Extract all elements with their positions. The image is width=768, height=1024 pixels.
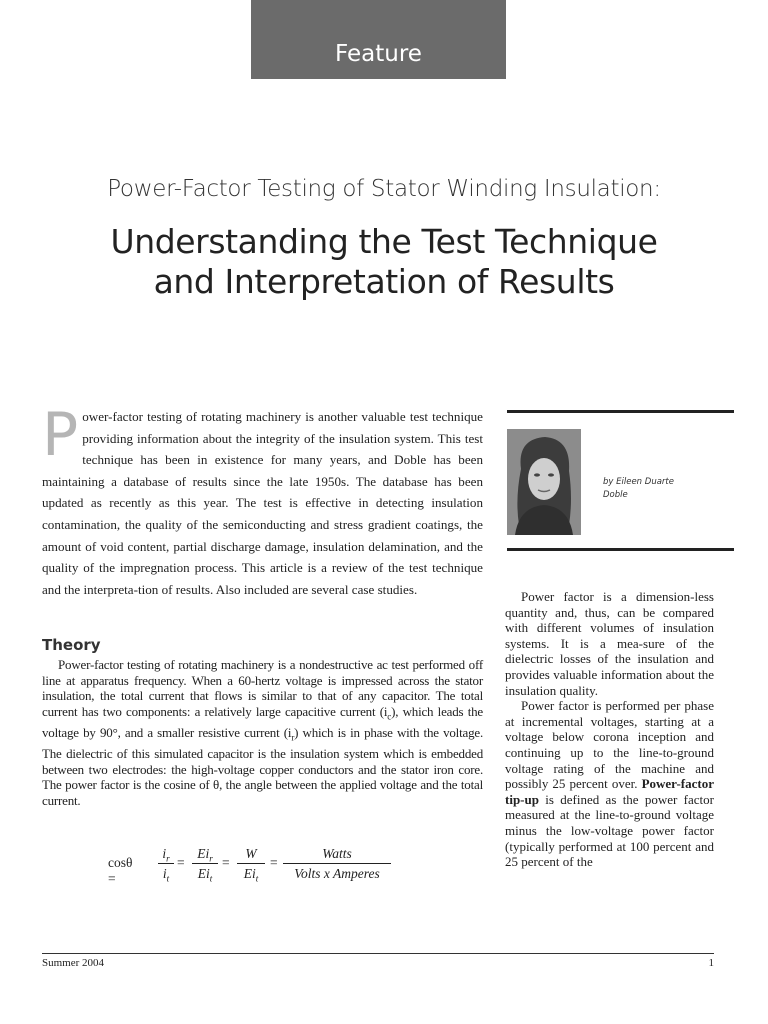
intro-text: ower-factor testing of rotating machinery is another valuable test technique providing information about the integrity of the insulation system. This test technique has been in existence for many years, and Doble has been maintaining a database of results since the late 1950s. The database has been updated as recently as this year. The test is effective in detecting insulation contamination, the quality of the semiconducting and stress gradient coatings, the amount of void content, partial discharge damage, insulation delamination, and the quality of the impregnation process. This article is a review of the test technique and the interpreta-tion of results. Also included are several case studies. <box>42 409 483 597</box>
theory-text-3: ) which is in phase with the voltage. The dielectric of this simulated capacitor is the insulation system which is embedded between two electrodes: the high-voltage copper conductors and the stator iron core. The power factor is the cosine of θ, the angle between the applied voltage and the total current. <box>42 724 483 808</box>
formula-equals-2: = <box>222 855 230 870</box>
theory-heading: Theory <box>42 636 101 654</box>
author-photo <box>507 429 581 535</box>
page-number: 1 <box>708 957 714 969</box>
right-column <box>505 589 714 870</box>
feature-banner <box>251 0 506 79</box>
author-box-top-rule <box>507 410 734 413</box>
fraction-1: $\frac{i_r}{i_t}$ <box>158 845 174 882</box>
formula-equals-1: = <box>177 855 185 870</box>
formula-lhs: cosθ = <box>108 855 133 886</box>
capacitive-current-symbol: $i_c$ <box>383 703 392 722</box>
fraction-3: W $Ei_t$ <box>237 845 265 882</box>
author-org: Doble <box>603 490 628 500</box>
tip-up-term: Power-factor tip-up <box>505 776 714 807</box>
resistive-current-symbol: $i_r$ <box>287 724 295 743</box>
article-subtitle: Power-Factor Testing of Stator Winding Insulation: <box>107 176 661 202</box>
title-line-2: and Interpretation of Results <box>153 262 615 301</box>
theory-paragraph <box>42 657 483 809</box>
theory-text-1: Power-factor testing of rotating machinery is a nondestructive ac test performed off line at apparatus frequency. When a 60-hertz voltage is impressed across the stator insulation, the total current that flows is similar to that of any capacitor. The total current has two components: a relatively large capacitive current ( <box>42 657 483 719</box>
intro-paragraph <box>42 400 483 600</box>
right-paragraph-1: Power factor is a dimension-less quantity and, thus, can be compared with different volumes of insulation systems. It is a mea-sure of the dielectric losses of the insulation and provides valuable information about the insulation quality. <box>505 589 714 698</box>
right-paragraph-2: Power factor is performed per phase at incremental voltages, starting at a voltage below corona inception and continuing up to the line-to-ground voltage rating of the machine and possibly 25 percent over. Power-factor tip-up is defined as the power factor measured at the line-to-ground voltage minus the low-voltage power factor (typically performed at 100 percent and 25 percent of the <box>505 698 714 870</box>
author-byline <box>603 476 674 502</box>
footer-rule <box>42 953 714 954</box>
formula-equals-3: = <box>270 855 278 870</box>
theory-text-2: ), which leads the voltage by 90°, and a smaller resistive current ( <box>42 703 484 740</box>
author-portrait-image <box>507 429 581 535</box>
feature-label: Feature <box>335 41 422 67</box>
drop-cap: P <box>42 400 79 470</box>
author-box-bottom-rule <box>507 548 734 551</box>
title-line-1: Understanding the Test Technique <box>110 222 658 261</box>
fraction-2: $Ei_r$ $Ei_t$ <box>192 845 218 882</box>
author-name: by Eileen Duarte <box>603 477 674 487</box>
fraction-4: Watts Volts x Amperes <box>283 845 391 882</box>
footer-issue: Summer 2004 <box>42 957 105 969</box>
article-title <box>0 222 768 302</box>
